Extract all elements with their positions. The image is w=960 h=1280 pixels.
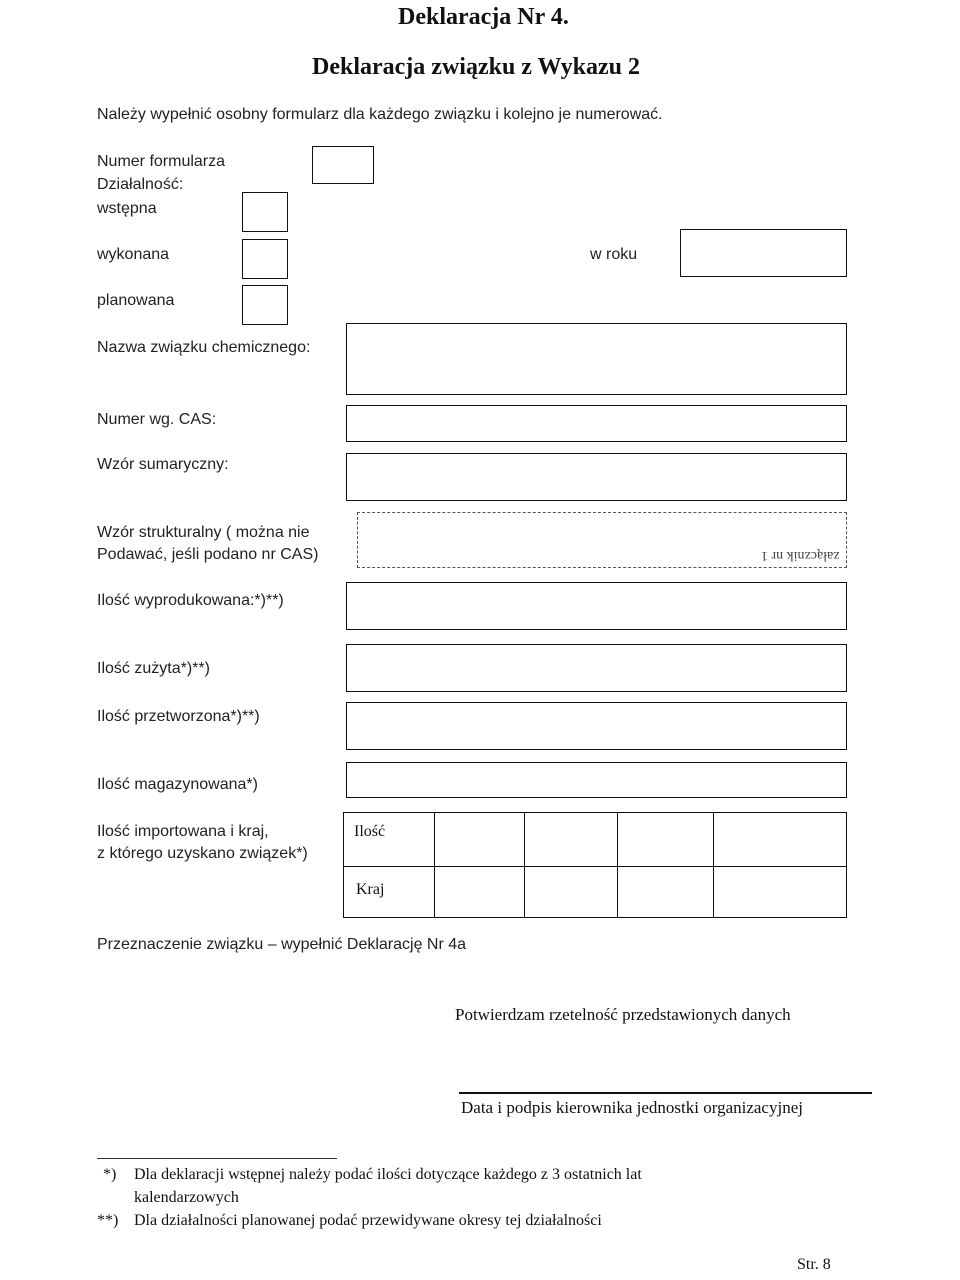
purpose-label: Przeznaczenie związku – wypełnić Deklarację Nr 4a bbox=[97, 936, 467, 953]
structural-formula-label-line1: Wzór strukturalny ( można nie bbox=[97, 524, 310, 541]
produced-quantity-label: Ilość wyprodukowana:*)**) bbox=[97, 592, 284, 609]
planned-checkbox[interactable] bbox=[242, 285, 288, 325]
footnote-2-mark: **) bbox=[97, 1212, 119, 1229]
preliminary-label: wstępna bbox=[97, 200, 157, 217]
attachment-reference-text: załącznik nr 1 bbox=[761, 548, 840, 563]
summary-formula-label: Wzór sumaryczny: bbox=[97, 456, 229, 473]
produced-quantity-field[interactable] bbox=[346, 582, 847, 630]
executed-label: wykonana bbox=[97, 246, 170, 263]
document-title: Deklaracja Nr 4. bbox=[398, 4, 569, 30]
import-quantity-cell[interactable] bbox=[524, 812, 618, 867]
import-quantity-cell[interactable] bbox=[434, 812, 525, 867]
compound-name-field[interactable] bbox=[346, 323, 847, 395]
activity-label: Działalność: bbox=[97, 176, 184, 193]
consumed-quantity-label: Ilość zużyta*)**) bbox=[97, 660, 210, 677]
import-header-country-cell bbox=[343, 866, 435, 918]
summary-formula-field[interactable] bbox=[346, 453, 847, 501]
import-header-country: Kraj bbox=[356, 881, 385, 898]
cas-number-label: Numer wg. CAS: bbox=[97, 411, 217, 428]
stored-quantity-field[interactable] bbox=[346, 762, 847, 798]
year-field[interactable] bbox=[680, 229, 847, 277]
preliminary-checkbox[interactable] bbox=[242, 192, 288, 232]
stored-quantity-label: Ilość magazynowana*) bbox=[97, 776, 258, 793]
signature-line[interactable] bbox=[459, 1092, 872, 1094]
planned-label: planowana bbox=[97, 292, 175, 309]
signature-caption: Data i podpis kierownika jednostki organizacyjnej bbox=[461, 1098, 803, 1117]
footnote-separator bbox=[97, 1158, 337, 1159]
page-number: Str. 8 bbox=[797, 1256, 831, 1273]
import-country-cell[interactable] bbox=[713, 866, 847, 918]
import-header-quantity-cell bbox=[343, 812, 435, 867]
cas-number-field[interactable] bbox=[346, 405, 847, 442]
import-quantity-cell[interactable] bbox=[617, 812, 714, 867]
executed-checkbox[interactable] bbox=[242, 239, 288, 279]
structural-formula-field[interactable] bbox=[357, 512, 847, 568]
import-quantity-cell[interactable] bbox=[713, 812, 847, 867]
import-quantity-label-line1: Ilość importowana i kraj, bbox=[97, 823, 269, 840]
structural-formula-label-line2: Podawać, jeśli podano nr CAS) bbox=[97, 546, 319, 563]
import-quantity-label-line2: z którego uzyskano związek*) bbox=[97, 845, 308, 862]
footnote-1-mark: *) bbox=[103, 1166, 117, 1183]
intro-text: Należy wypełnić osobny formularz dla każdego związku i kolejno je numerować. bbox=[97, 106, 663, 123]
consumed-quantity-field[interactable] bbox=[346, 644, 847, 692]
year-label: w roku bbox=[590, 246, 638, 263]
import-country-cell[interactable] bbox=[524, 866, 618, 918]
import-country-cell[interactable] bbox=[617, 866, 714, 918]
document-subtitle: Deklaracja związku z Wykazu 2 bbox=[312, 54, 640, 80]
footnote-1-text-line2: kalendarzowych bbox=[134, 1189, 239, 1206]
processed-quantity-label: Ilość przetworzona*)**) bbox=[97, 708, 260, 725]
form-number-label: Numer formularza bbox=[97, 153, 226, 170]
compound-name-label: Nazwa związku chemicznego: bbox=[97, 339, 311, 356]
form-number-field[interactable] bbox=[312, 146, 374, 184]
import-header-quantity: Ilość bbox=[354, 823, 386, 840]
confirmation-text: Potwierdzam rzetelność przedstawionych danych bbox=[455, 1005, 791, 1024]
footnote-1-text-line1: Dla deklaracji wstępnej należy podać ilości dotyczące każdego z 3 ostatnich lat bbox=[134, 1166, 642, 1183]
footnote-2-text: Dla działalności planowanej podać przewidywane okresy tej działalności bbox=[134, 1212, 602, 1229]
processed-quantity-field[interactable] bbox=[346, 702, 847, 750]
import-country-cell[interactable] bbox=[434, 866, 525, 918]
